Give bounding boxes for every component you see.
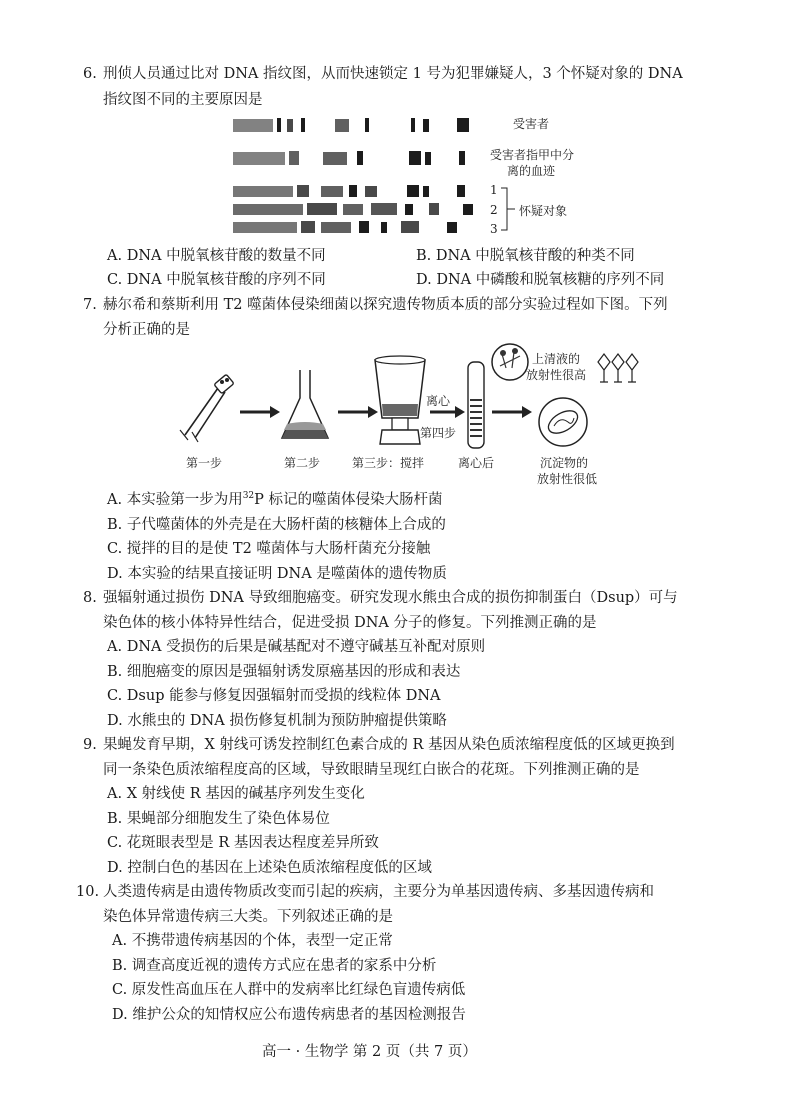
option-a[interactable] xyxy=(107,488,443,512)
question-stem-line: 染色体的核小体特异性结合，促进受损 DNA 分子的修复。下列推测正确的是 xyxy=(103,615,597,631)
question-number: 7. xyxy=(83,297,97,313)
question-stem-line: 染色体异常遗传病三大类。下列叙述正确的是 xyxy=(103,909,393,925)
band-row-suspect-2 xyxy=(233,203,473,215)
option-b[interactable]: B. 子代噬菌体的外壳是在大肠杆菌的核糖体上合成的 xyxy=(107,517,446,533)
question-number: 6. xyxy=(83,66,97,82)
option-c[interactable]: C. Dsup 能参与修复因强辐射而受损的线粒体 DNA xyxy=(107,688,441,704)
option-a[interactable]: A. DNA 受损伤的后果是碱基配对不遵守碱基互补配对原则 xyxy=(107,639,486,655)
question-stem-line: 刑侦人员通过比对 DNA 指纹图，从而快速锁定 1 号为犯罪嫌疑人，3 个怀疑对象的 DNA xyxy=(103,66,683,82)
question-stem-line: 果蝇发育早期，X 射线可诱发控制红色素合成的 R 基因从染色质浓缩程度低的区域更换到 xyxy=(103,737,675,753)
question-number: 8. xyxy=(83,590,97,606)
phage-icon xyxy=(598,354,638,382)
option-b[interactable]: B. 果蝇部分细胞发生了染色体易位 xyxy=(107,811,330,827)
option-c[interactable]: C. 搅拌的目的是使 T2 噬菌体与大肠杆菌充分接触 xyxy=(107,541,431,557)
option-d[interactable]: D. DNA 中磷酸和脱氧核糖的序列不同 xyxy=(416,272,665,288)
option-d[interactable]: D. 本实验的结果直接证明 DNA 是噬菌体的遗传物质 xyxy=(107,566,447,582)
option-d[interactable]: D. 水熊虫的 DNA 损伤修复机制为预防肿瘤提供策略 xyxy=(107,713,447,729)
label-victim: 受害者 xyxy=(513,117,550,131)
label-step2: 第二步 xyxy=(284,456,321,470)
label-step4: 第四步 xyxy=(420,426,457,440)
sediment-circle xyxy=(539,398,587,446)
option-c[interactable]: C. DNA 中脱氧核苷酸的序列不同 xyxy=(107,272,326,288)
blender-icon xyxy=(375,356,425,444)
question-stem-line: 分析正确的是 xyxy=(103,322,190,338)
label-step1: 第一步 xyxy=(186,456,223,470)
question-number: 9. xyxy=(83,737,97,753)
suspect-bracket xyxy=(499,186,517,232)
question-stem-line: 同一条染色质浓缩程度高的区域，导致眼睛呈现红白嵌合的花斑。下列推测正确的是 xyxy=(103,762,640,778)
band-row-suspect-1 xyxy=(233,185,465,197)
option-d[interactable]: D. 控制白色的基因在上述染色质浓缩程度低的区域 xyxy=(107,860,432,876)
option-b[interactable]: B. 调查高度近视的遗传方式应在患者的家系中分析 xyxy=(112,958,437,974)
question-number: 10. xyxy=(76,884,100,900)
option-d[interactable]: D. 维护公众的知情权应公布遗传病患者的基因检测报告 xyxy=(112,1007,466,1023)
option-b[interactable]: B. DNA 中脱氧核苷酸的种类不同 xyxy=(416,248,635,264)
label-nail-blood: 离的血迹 xyxy=(507,164,556,178)
option-c[interactable]: C. 原发性高血压在人群中的发病率比红绿色盲遗传病低 xyxy=(112,982,466,998)
label-after-centrifuge: 离心后 xyxy=(458,456,495,470)
option-a-text: P 标记的噬菌体侵染大肠杆菌 xyxy=(254,492,443,508)
question-stem-line: 强辐射通过损伤 DNA 导致细胞癌变。研究发现水熊虫合成的损伤抑制蛋白（Dsup）可与 xyxy=(103,590,678,606)
label-centrifuge: 离心 xyxy=(426,394,451,408)
question-stem-line: 赫尔希和蔡斯利用 T2 噬菌体侵染细菌以探究遗传物质本质的部分实验过程如下图。下列 xyxy=(103,297,668,313)
option-a[interactable]: A. 不携带遗传病基因的个体，表型一定正常 xyxy=(112,933,393,949)
label-step3: 第三步：搅拌 xyxy=(352,456,425,470)
flask-icon xyxy=(282,370,328,438)
option-c[interactable]: C. 花斑眼表型是 R 基因表达程度差异所致 xyxy=(107,835,379,851)
supernatant-circle xyxy=(492,344,528,380)
option-a[interactable]: A. X 射线使 R 基因的碱基序列发生变化 xyxy=(107,786,365,802)
label-sediment: 放射性很低 xyxy=(537,472,598,486)
question-stem-line: 指纹图不同的主要原因是 xyxy=(103,92,263,108)
label-sediment: 沉淀物的 xyxy=(540,456,589,470)
band-row-nail-blood xyxy=(233,151,465,165)
label-supernatant: 上清液的 xyxy=(532,352,581,366)
label-nail-blood: 受害者指甲中分 xyxy=(490,148,575,162)
suspect-number: 3 xyxy=(490,222,498,236)
band-row-victim xyxy=(233,118,469,132)
option-a-text: A. 本实验第一步为用 xyxy=(107,492,243,508)
isotope-superscript: 32 xyxy=(242,491,255,502)
dna-band-pattern xyxy=(225,112,485,237)
option-b[interactable]: B. 细胞癌变的原因是强辐射诱发原癌基因的形成和表达 xyxy=(107,664,461,680)
suspect-number: 2 xyxy=(490,203,498,217)
question-stem-line: 人类遗传病是由遗传物质改变而引起的疾病，主要分为单基因遗传病、多基因遗传病和 xyxy=(103,884,654,900)
test-tube-icon xyxy=(468,362,484,448)
suspect-number: 1 xyxy=(490,183,498,197)
page-footer: 高一 · 生物学 第 2 页（共 7 页） xyxy=(262,1044,477,1060)
label-supernatant: 放射性很高 xyxy=(526,368,587,382)
label-suspects: 怀疑对象 xyxy=(519,204,568,218)
tweezers-icon xyxy=(180,374,234,442)
band-row-suspect-3 xyxy=(233,221,457,233)
option-a[interactable]: A. DNA 中脱氧核苷酸的数量不同 xyxy=(107,248,326,264)
